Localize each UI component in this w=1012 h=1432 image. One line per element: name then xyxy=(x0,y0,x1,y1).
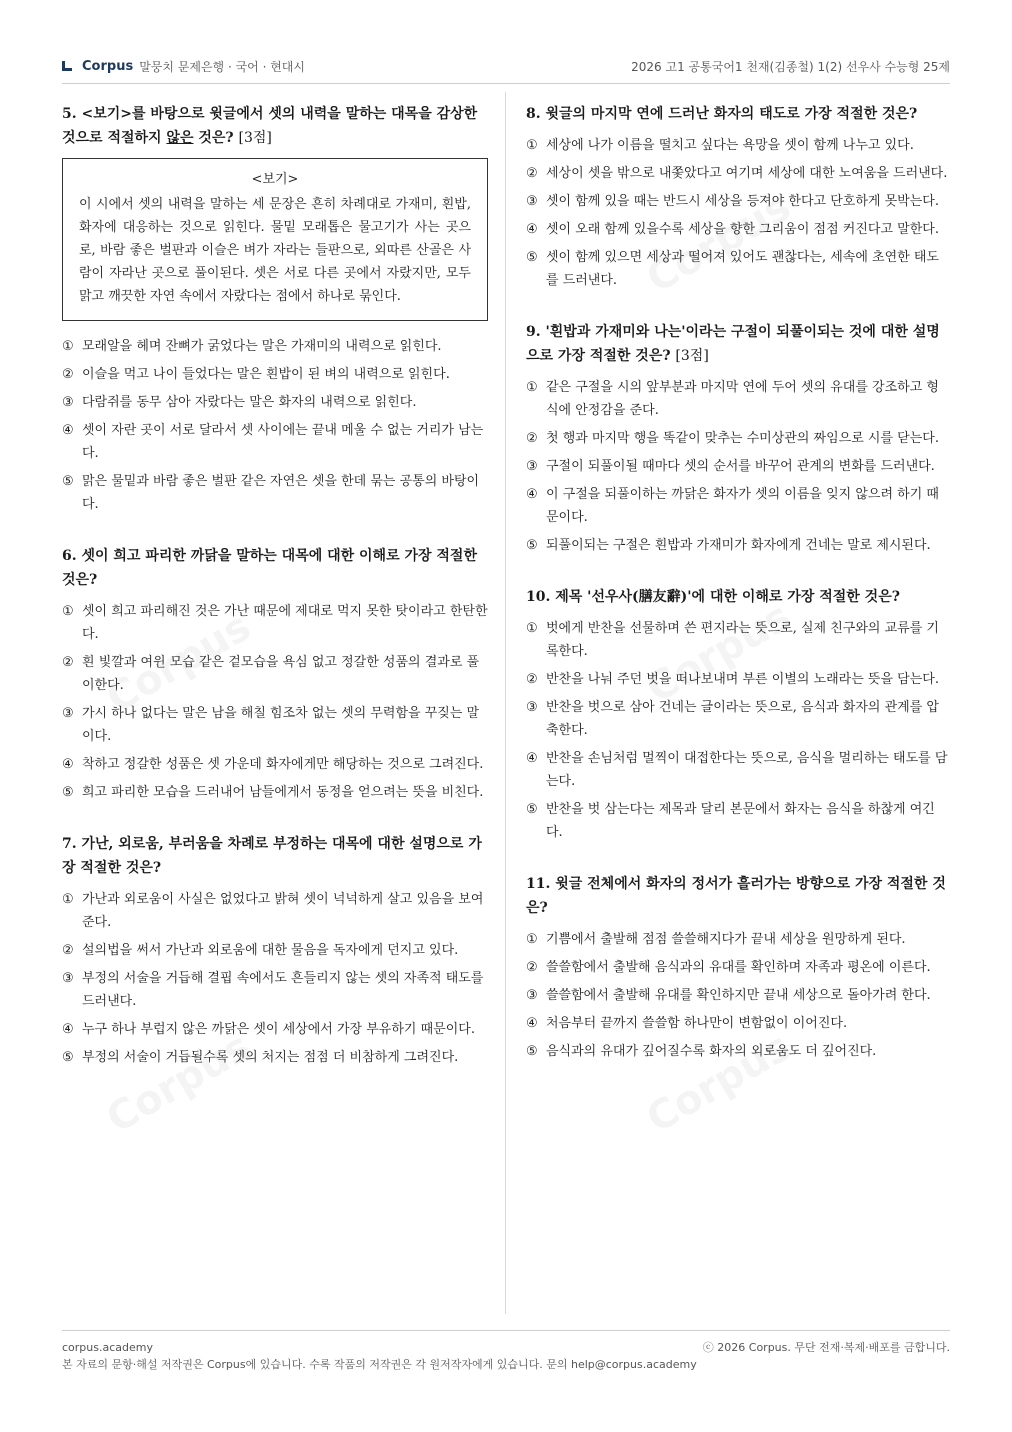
question-8 xyxy=(526,102,950,292)
points-label: [3점] xyxy=(675,348,709,364)
answer-option[interactable]: ③ 다람쥐를 동무 삼아 자랐다는 말은 화자의 내력으로 읽힌다. xyxy=(62,395,417,410)
question-11 xyxy=(526,872,950,1063)
header-subtitle: 말뭉치 문제은행 · 국어 · 현대시 xyxy=(139,60,305,74)
page-footer xyxy=(62,1330,950,1373)
answer-option[interactable]: ④ 반찬을 손님처럼 멀찍이 대접한다는 뜻으로, 음식을 멀리하는 태도를 담는다. xyxy=(526,751,948,789)
answer-option[interactable]: ④ 이 구절을 되풀이하는 까닭은 화자가 셋의 이름을 잊지 않으려 하기 때문이다. xyxy=(526,487,939,525)
footer-site-link[interactable]: corpus.academy xyxy=(62,1341,153,1354)
answer-option[interactable]: ① 가난과 외로움이 사실은 없었다고 밝혀 셋이 넉넉하게 살고 있음을 보여 준다. xyxy=(62,892,484,930)
answer-options xyxy=(526,928,950,1063)
answer-option[interactable]: ③ 가시 하나 없다는 말은 남을 해칠 힘조차 없는 셋의 무력함을 꾸짖는 말이다. xyxy=(62,706,480,744)
answer-option[interactable]: ④ 셋이 오래 함께 있을수록 세상을 향한 그리움이 점점 커진다고 말한다. xyxy=(526,222,939,237)
column-divider xyxy=(505,92,506,1314)
answer-options xyxy=(526,134,950,292)
page-header xyxy=(62,56,950,84)
answer-option[interactable]: ② 세상이 셋을 밖으로 내쫓았다고 여기며 세상에 대한 노여움을 드러낸다. xyxy=(526,166,948,181)
question-title: 7. 가난, 외로움, 부러움을 차례로 부정하는 대목에 대한 설명으로 가장 적절한 것은? xyxy=(62,836,482,876)
answer-option[interactable]: ③ 쓸쓸함에서 출발해 유대를 확인하지만 끝내 세상으로 돌아가려 한다. xyxy=(526,988,931,1003)
answer-option[interactable]: ④ 셋이 자란 곳이 서로 달라서 셋 사이에는 끝내 메울 수 없는 거리가 남는다. xyxy=(62,423,484,461)
points-label: [3점] xyxy=(238,130,272,146)
answer-options xyxy=(62,888,488,1069)
question-10 xyxy=(526,585,950,844)
footer-notice: 본 자료의 문항·해설 저작권은 Corpus에 있습니다. 수록 작품의 저작권은 각 원저작자에게 있습니다. 문의 help@corpus.academy xyxy=(62,1358,697,1371)
question-7 xyxy=(62,832,488,1069)
question-5 xyxy=(62,102,488,516)
question-title: 5. <보기>를 바탕으로 윗글에서 셋의 내력을 말하는 대목을 감상한 것으로 적절하지 않은 것은? [3점] xyxy=(62,106,478,146)
answer-option[interactable]: ⑤ 희고 파리한 모습을 드러내어 남들에게서 동정을 얻으려는 뜻을 비친다. xyxy=(62,785,484,800)
answer-option[interactable]: ① 셋이 희고 파리해진 것은 가난 때문에 제대로 먹지 못한 탓이라고 한탄한다. xyxy=(62,604,488,642)
answer-option[interactable]: ① 세상에 나가 이름을 떨치고 싶다는 욕망을 셋이 함께 나누고 있다. xyxy=(526,138,914,153)
question-title: 10. 제목 '선우사(膳友辭)'에 대한 이해로 가장 적절한 것은? xyxy=(526,589,900,605)
answer-option[interactable]: ⑤ 맑은 물밑과 바람 좋은 벌판 같은 자연은 셋을 한데 묶는 공통의 바탕이다. xyxy=(62,474,480,512)
answer-option[interactable]: ③ 부정의 서술을 거듭해 결핍 속에서도 흔들리지 않는 셋의 자족적 태도를 드러낸다. xyxy=(62,971,484,1009)
bogi-box xyxy=(62,158,488,321)
answer-option[interactable]: ② 이슬을 먹고 나이 들었다는 말은 흰밥이 된 벼의 내력으로 읽힌다. xyxy=(62,367,450,382)
answer-option[interactable]: ③ 셋이 함께 있을 때는 반드시 세상을 등져야 한다고 단호하게 못박는다. xyxy=(526,194,939,209)
answer-options xyxy=(62,600,488,804)
answer-option[interactable]: ⑤ 반찬을 벗 삼는다는 제목과 달리 본문에서 화자는 음식을 하찮게 여긴다. xyxy=(526,802,935,840)
question-9 xyxy=(526,320,950,557)
answer-options xyxy=(526,617,950,844)
answer-option[interactable]: ② 설의법을 써서 가난과 외로움에 대한 물음을 독자에게 던지고 있다. xyxy=(62,943,459,958)
question-title: 11. 윗글 전체에서 화자의 정서가 흘러가는 방향으로 가장 적절한 것은? xyxy=(526,876,946,916)
header-exam-title: 2026 고1 공통국어1 천재(김종철) 1(2) 선우사 수능형 25제 xyxy=(631,60,950,74)
answer-option[interactable]: ② 첫 행과 마지막 행을 똑같이 맞추는 수미상관의 짜임으로 시를 닫는다. xyxy=(526,431,939,446)
answer-option[interactable]: ① 같은 구절을 시의 앞부분과 마지막 연에 두어 셋의 유대를 강조하고 형식에 안정감을 준다. xyxy=(526,380,939,418)
answer-option[interactable]: ④ 착하고 정갈한 성품은 셋 가운데 화자에게만 해당하는 것으로 그려진다. xyxy=(62,757,484,772)
corpus-logo-icon xyxy=(62,61,72,71)
bogi-heading: <보기> xyxy=(251,172,299,187)
brand-name: Corpus xyxy=(82,59,134,74)
question-title: 8. 윗글의 마지막 연에 드러난 화자의 태도로 가장 적절한 것은? xyxy=(526,106,918,122)
question-6 xyxy=(62,544,488,804)
header-left xyxy=(62,58,305,75)
bogi-text: 이 시에서 셋의 내력을 말하는 세 문장은 흔히 차례대로 가재미, 흰밥, 화자에 대응하는 것으로 읽힌다. 물밑 모래톱은 물고기가 사는 곳으로, 바람 좋은 벌판과 이슬은 벼가 자라는 들판으로, 외따른 산골은 사람이 자라난 곳으로 풀이된다. 셋은 서로 다른 곳에서 자랐지만, 모두 맑고 깨끗한 자연 속에서 자랐다는 점에서 하나로 묶인다. xyxy=(79,197,471,304)
question-title: 6. 셋이 희고 파리한 까닭을 말하는 대목에 대한 이해로 가장 적절한 것은? xyxy=(62,548,477,588)
answer-option[interactable]: ④ 처음부터 끝까지 쓸쓸함 하나만이 변함없이 이어진다. xyxy=(526,1016,848,1031)
underlined-word: 않은 xyxy=(166,130,194,146)
footer-copyright: ⓒ 2026 Corpus. 무단 전재·복제·배포를 금합니다. xyxy=(702,1341,950,1354)
answer-option[interactable]: ② 반찬을 나눠 주던 벗을 떠나보내며 부른 이별의 노래라는 뜻을 담는다. xyxy=(526,672,939,687)
left-column xyxy=(62,102,488,1097)
answer-options xyxy=(62,335,488,516)
answer-option[interactable]: ⑤ 되풀이되는 구절은 흰밥과 가재미가 화자에게 건네는 말로 제시된다. xyxy=(526,538,931,553)
answer-option[interactable]: ④ 누구 하나 부럽지 않은 까닭은 셋이 세상에서 가장 부유하기 때문이다. xyxy=(62,1022,475,1037)
answer-option[interactable]: ⑤ 셋이 함께 있으면 세상과 떨어져 있어도 괜찮다는, 세속에 초연한 태도를 드러낸다. xyxy=(526,250,939,288)
question-title: 9. '흰밥과 가재미와 나는'이라는 구절이 되풀이되는 것에 대한 설명으로 가장 적절한 것은? [3점] xyxy=(526,324,940,364)
answer-option[interactable]: ③ 구절이 되풀이될 때마다 셋의 순서를 바꾸어 관계의 변화를 드러낸다. xyxy=(526,459,935,474)
answer-option[interactable]: ① 기쁨에서 출발해 점점 쓸쓸해지다가 끝내 세상을 원망하게 된다. xyxy=(526,932,906,947)
answer-option[interactable]: ⑤ 음식과의 유대가 깊어질수록 화자의 외로움도 더 깊어진다. xyxy=(526,1044,877,1059)
answer-option[interactable]: ③ 반찬을 벗으로 삼아 건네는 글이라는 뜻으로, 음식과 화자의 관계를 압축한다. xyxy=(526,700,939,738)
right-column xyxy=(526,102,950,1091)
answer-options xyxy=(526,376,950,557)
answer-option[interactable]: ① 모래알을 헤며 잔뼈가 굵었다는 말은 가재미의 내력으로 읽힌다. xyxy=(62,339,442,354)
answer-option[interactable]: ⑤ 부정의 서술이 거듭될수록 셋의 처지는 점점 더 비참하게 그려진다. xyxy=(62,1050,459,1065)
answer-option[interactable]: ① 벗에게 반찬을 선물하며 쓴 편지라는 뜻으로, 실제 친구와의 교류를 기록한다. xyxy=(526,621,939,659)
answer-option[interactable]: ② 쓸쓸함에서 출발해 음식과의 유대를 확인하며 자족과 평온에 이른다. xyxy=(526,960,931,975)
answer-option[interactable]: ② 흰 빛깔과 여윈 모습 같은 겉모습을 욕심 없고 정갈한 성품의 결과로 풀이한다. xyxy=(62,655,480,693)
